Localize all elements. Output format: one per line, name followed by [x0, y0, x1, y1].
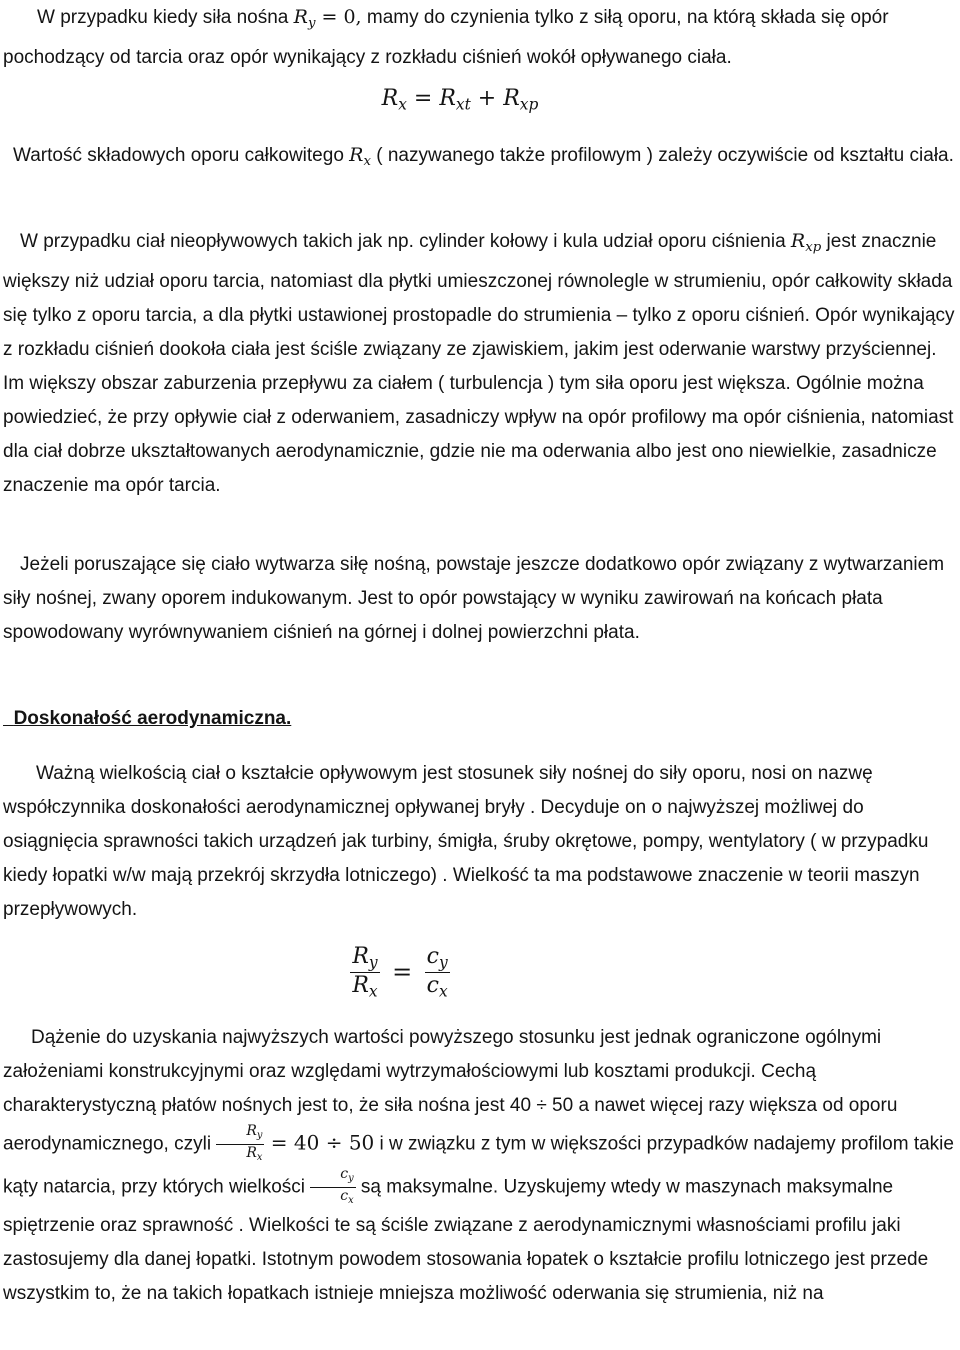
paragraph-induced-drag: Jeżeli poruszające się ciało wytwarza siłę nośną, powstaje jeszcze dodatkowo opór związany z wytwarzaniem siły nośnej, zwany oporem indukowanym. Jest to opór powstający w wyniku zawirowań na końcach płata spowodowany wyrównywaniem ciśnień na górnej i dolnej powierzchni płata.	[3, 554, 945, 643]
equals-sign: =	[392, 958, 413, 987]
para1-text-b: mamy do czynienia tylko z siłą oporu, na którą składa się opór pochodzący od tarcia oraz opór wynikający z rozkładu ciśnień wokół opływanego ciała.	[3, 7, 889, 68]
formula-rx: $R_x$	[349, 144, 371, 169]
equation-total-drag: $R_x = R_{xt} + R_{xp}$	[381, 86, 539, 114]
paragraph-profile-drag	[3, 138, 955, 179]
para2-text-a: Wartość składowych oporu całkowitego	[13, 145, 350, 166]
para2-text-b: ( nazywanego także profilowym ) zależy oczywiście od kształtu ciała.	[370, 145, 954, 166]
formula-ry-zero: $R_y = 0$,	[293, 6, 362, 31]
inline-fraction-ry-rx: $\frac{R_y}{R_x}$	[216, 1123, 264, 1166]
paragraph-zero-lift	[3, 0, 955, 75]
paragraph-design-limits	[3, 1021, 955, 1311]
inline-fraction-cy-cx: $\frac{c_y}{c_x}$	[310, 1166, 355, 1209]
equation-ratio	[0, 944, 800, 1000]
para3-text-b: jest znacznie większy niż udział oporu tarcia, natomiast dla płytki umieszczonej równolegle w strumieniu, opór całkowity składa się tylko z oporu tarcia, a dla płytki ustawionej prostopadle do strumienia – tylko z oporu ciśnień. Opór wynikający z rozkładu ciśnień dookoła ciała jest ściśle związany ze zjawiskiem, jakim jest oderwanie warstwy przyściennej. Im większy obszar zaburzenia przepływu za ciałem ( turbulencja ) tym siła oporu jest większa. Ogólnie można powiedzieć, że przy opływie ciał z oderwaniem, zasadniczy wpływ na opór profilowy ma opór ciśnienia, natomiast dla ciał dobrze ukształtowanych aerodynamicznie, gdzie nie ma oderwania albo jest ono niewielkie, zasadnicze znaczenie ma opór tarcia.	[3, 231, 955, 496]
para3-text-a: W przypadku ciał nieopływowych takich jak np. cylinder kołowy i kula udział oporu ciśnienia	[20, 231, 791, 252]
paragraph-lift-drag-ratio: Ważną wielkością ciał o kształcie opływowym jest stosunek siły nośnej do siły oporu, nosi on nazwę współczynnika doskonałości aerodynamicznej opływanej bryły . Decyduje on o najwyższej możliwej do osiągnięcia sprawności takich urządzeń jak turbiny, śmigła, śruby okrętowe, pompy, wentylatory ( w przypadku kiedy łopatki w/w mają przekrój skrzydła lotniczego) . Wielkość ta ma podstawowe znaczenie w teorii maszyn przepływowych.	[3, 763, 929, 920]
formula-rxp: $R_{xp}$	[790, 230, 822, 255]
fraction-ry-rx: $\frac{R_y}{R_x}$	[352, 944, 378, 1001]
para1-text-a: W przypadku kiedy siła nośna	[37, 7, 294, 28]
para6-text-a: Dążenie do uzyskania najwyższych wartości powyższego stosunku jest jednak ograniczone ogólnymi założeniami konstrukcyjnymi oraz względami wytrzymałościowymi lub kosztami produkcji. Cechą charakterystyczną płatów nośnych jest to, że siła nośna jest 40 ÷ 50 a nawet więcej razy większa od oporu aerodynamicznego, czyli	[3, 1027, 898, 1155]
para6-text-c: są maksymalne. Uzyskujemy wtedy w maszynach maksymalne spiętrzenie oraz sprawność . Wielkości te są ściśle związane z aerodynamicznymi własnościami profilu jaki zastosujemy dla danej łopatki. Istotnym powodem stosowania łopatek o kształcie profilu lotniczego jest przede wszystkim to, że na takich łopatkach istnieje mniejsza możliwość oderwania się strumienia, niż na	[3, 1176, 929, 1304]
section-heading: Doskonałość aerodynamiczna.	[13, 708, 292, 729]
paragraph-bluff-bodies	[3, 224, 955, 503]
fraction-cy-cx: $\frac{c_y}{c_x}$	[426, 944, 448, 1001]
para6-text-b: i w związku z tym w większości przypadków nadajemy profilom takie kąty natarcia, przy których wielkości	[3, 1133, 954, 1198]
ratio-range: = 40 ÷ 50	[264, 1130, 375, 1155]
